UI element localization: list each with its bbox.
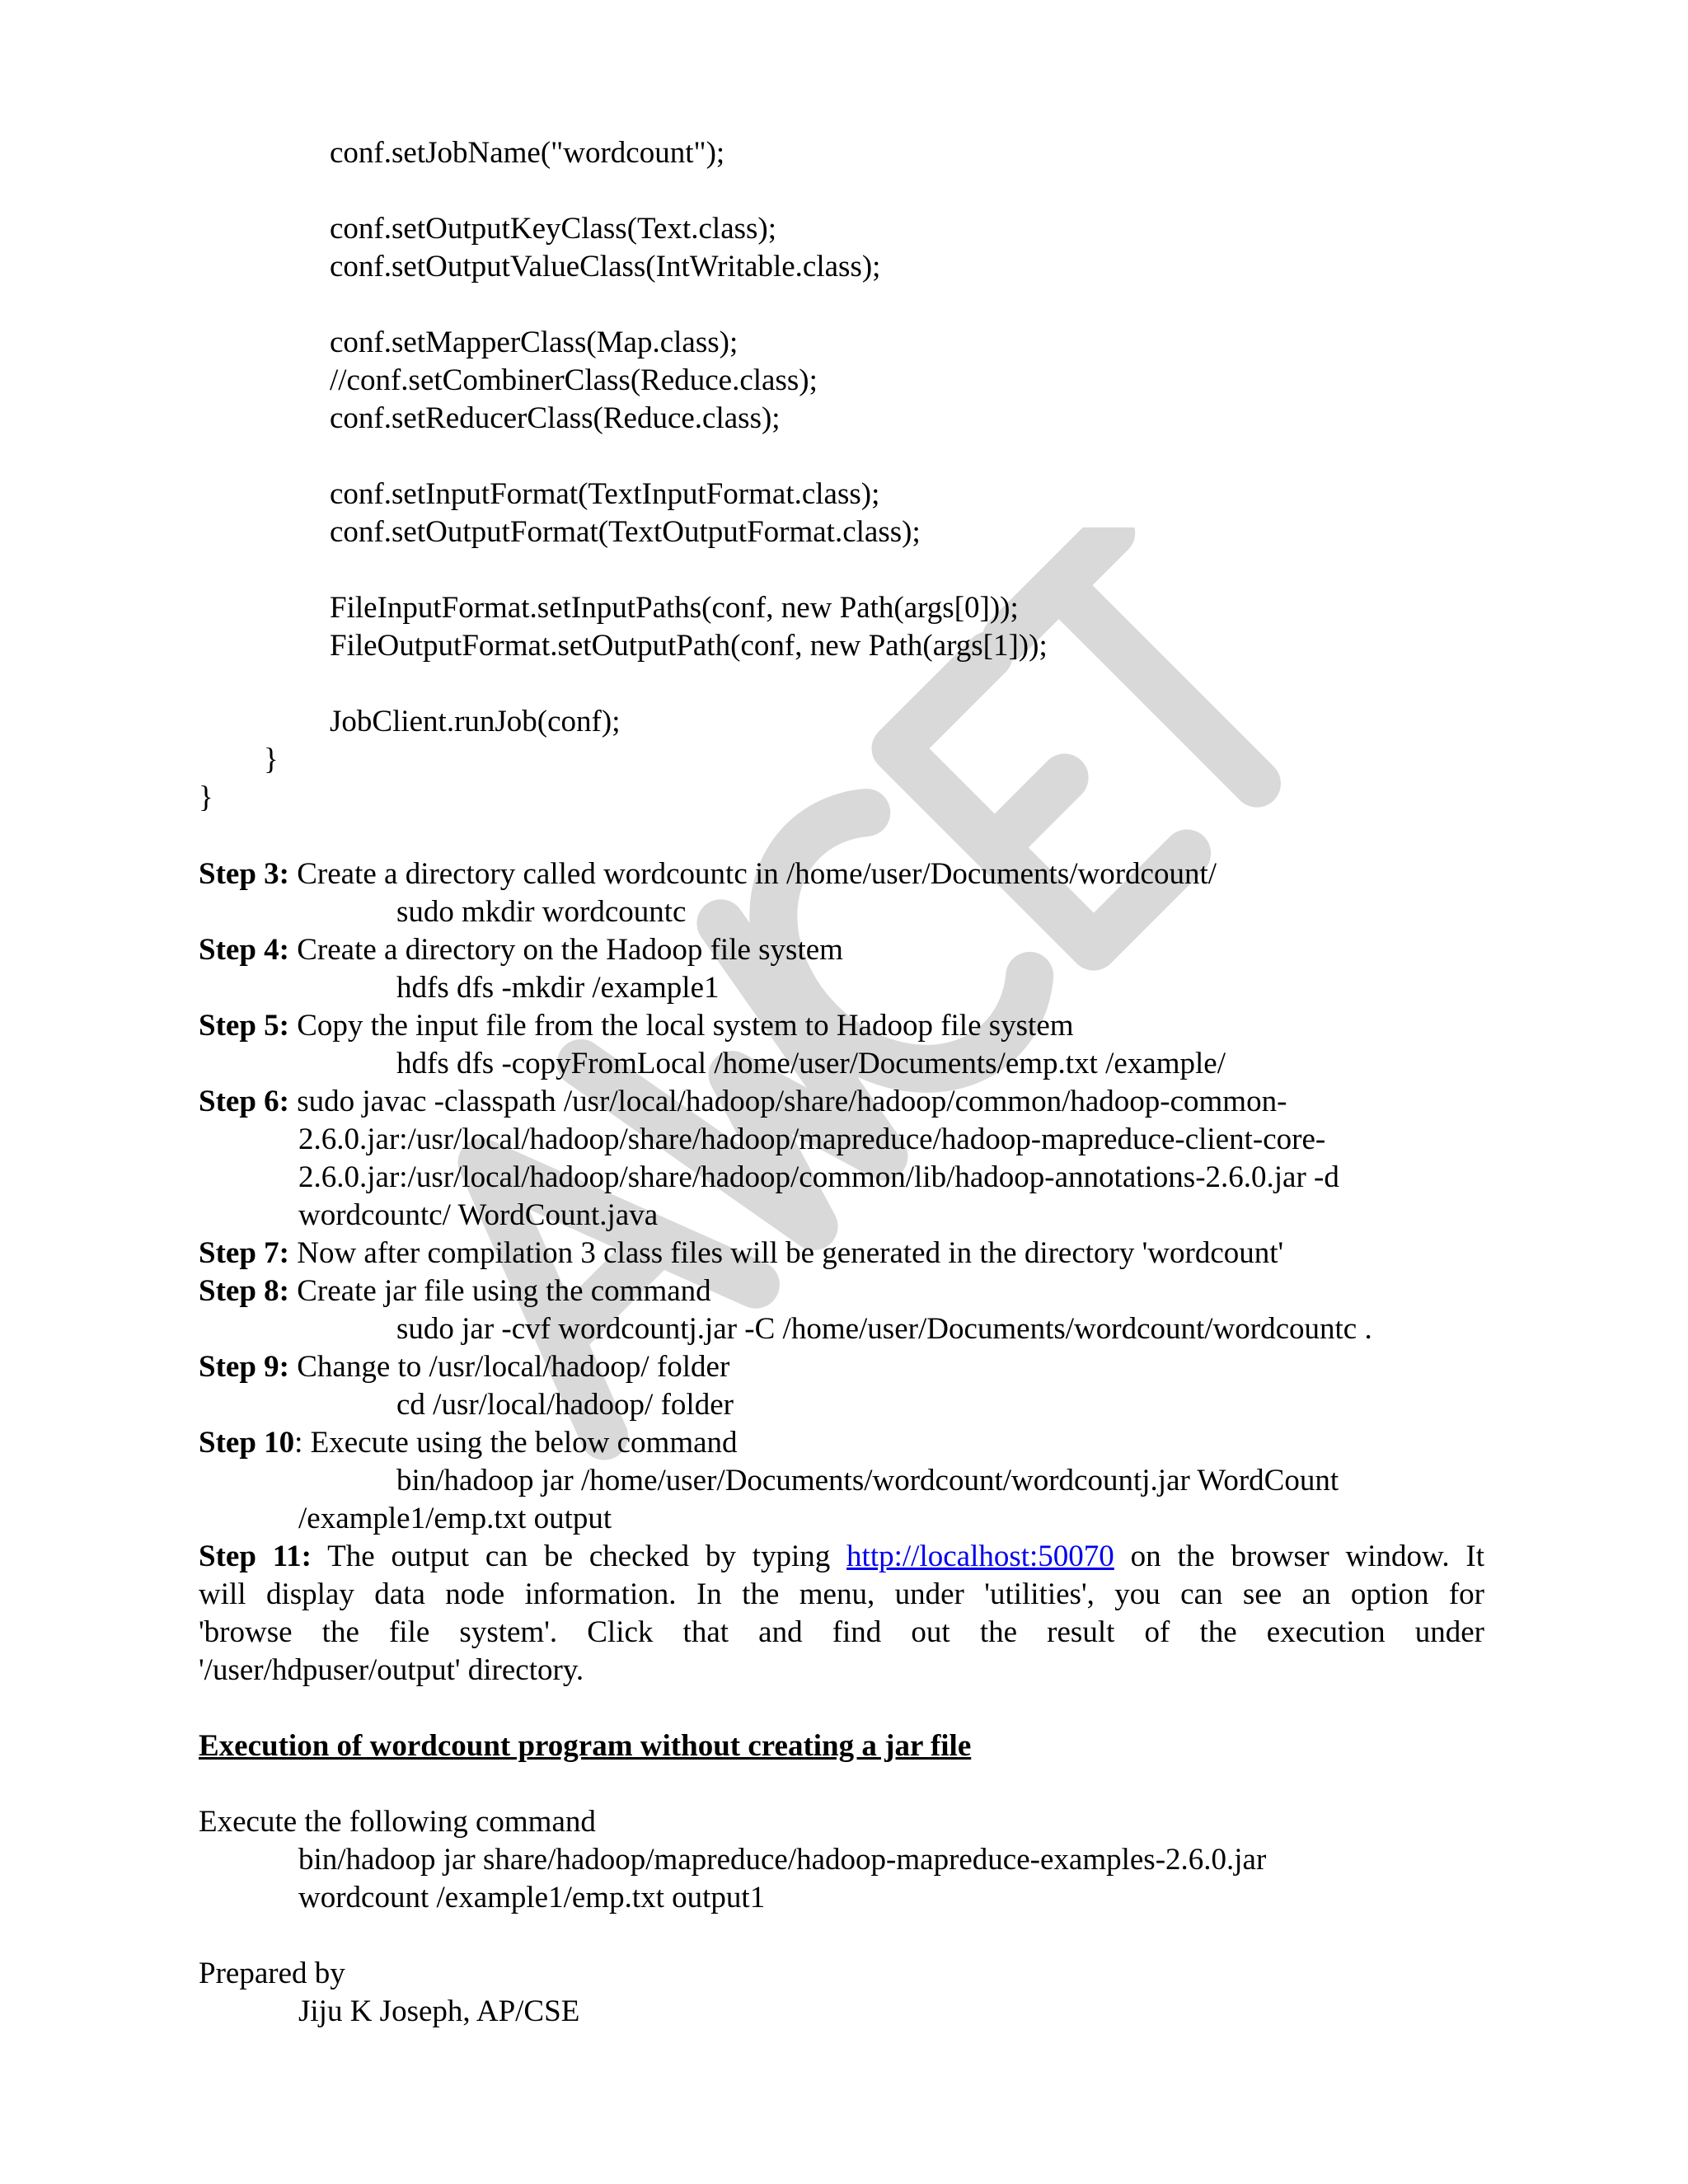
step-4 bbox=[199, 931, 843, 969]
step-command: hdfs dfs -mkdir /example1 bbox=[396, 971, 720, 1005]
step-label: Step 10 bbox=[199, 1426, 295, 1460]
section-heading: Execution of wordcount program without creating a jar file bbox=[199, 1729, 972, 1763]
code-line: conf.setOutputKeyClass(Text.class); bbox=[330, 212, 777, 246]
step-label: Step 5: bbox=[199, 1009, 289, 1043]
step-11 bbox=[199, 1538, 1484, 1576]
closing-brace: } bbox=[264, 743, 279, 776]
section-intro: Execute the following command bbox=[199, 1805, 596, 1839]
code-line: //conf.setCombinerClass(Reduce.class); bbox=[330, 363, 818, 397]
step-command: bin/hadoop jar /home/user/Documents/wordcount/wordcountj.jar WordCount bbox=[396, 1464, 1339, 1497]
step-label: Step 8: bbox=[199, 1274, 289, 1308]
step-continuation: 2.6.0.jar:/usr/local/hadoop/share/hadoop/common/lib/hadoop-annotations-2.6.0.jar -d bbox=[298, 1160, 1339, 1194]
code-line: FileInputFormat.setInputPaths(conf, new Path(args[0])); bbox=[330, 591, 1019, 625]
step-8 bbox=[199, 1272, 711, 1310]
step-label: Step 4: bbox=[199, 933, 289, 967]
step-6 bbox=[199, 1083, 1287, 1121]
code-line: conf.setReducerClass(Reduce.class); bbox=[330, 401, 781, 435]
code-line: conf.setMapperClass(Map.class); bbox=[330, 326, 738, 359]
step-command: cd /usr/local/hadoop/ folder bbox=[396, 1388, 734, 1422]
step-text: Copy the input file from the local system to Hadoop file system bbox=[288, 1009, 1074, 1043]
step-text: Change to /usr/local/hadoop/ folder bbox=[288, 1350, 730, 1384]
closing-brace: } bbox=[199, 780, 213, 814]
paragraph-line: '/user/hdpuser/output' directory. bbox=[199, 1653, 584, 1687]
step-10 bbox=[199, 1424, 738, 1462]
step-label: Step 6: bbox=[199, 1085, 289, 1118]
step-7 bbox=[199, 1235, 1283, 1272]
paragraph-line: 'browse the file system'. Click that and find out the result of the execution under bbox=[199, 1615, 1484, 1649]
step-text: Create a directory on the Hadoop file system bbox=[288, 933, 843, 967]
step-9 bbox=[199, 1348, 729, 1386]
step-label: Step 9: bbox=[199, 1350, 289, 1384]
step-command: sudo jar -cvf wordcountj.jar -C /home/user/Documents/wordcount/wordcountc . bbox=[396, 1312, 1372, 1346]
step-continuation: 2.6.0.jar:/usr/local/hadoop/share/hadoop/mapreduce/hadoop-mapreduce-client-core- bbox=[298, 1122, 1326, 1156]
step-label: Step 11: bbox=[199, 1540, 312, 1573]
step-command: hdfs dfs -copyFromLocal /home/user/Documents/emp.txt /example/ bbox=[396, 1047, 1226, 1080]
section-command: bin/hadoop jar share/hadoop/mapreduce/hadoop-mapreduce-examples-2.6.0.jar bbox=[298, 1843, 1267, 1877]
step-text: Now after compilation 3 class files will be generated in the directory 'wordcount' bbox=[288, 1236, 1284, 1270]
section-command: wordcount /example1/emp.txt output1 bbox=[298, 1881, 766, 1915]
step-text: sudo javac -classpath /usr/local/hadoop/share/hadoop/common/hadoop-common- bbox=[288, 1085, 1287, 1118]
step-command: sudo mkdir wordcountc bbox=[396, 895, 687, 929]
step-label: Step 3: bbox=[199, 857, 289, 891]
step-text: on the browser window. It bbox=[1114, 1540, 1484, 1573]
code-line: FileOutputFormat.setOutputPath(conf, new Path(args[1])); bbox=[330, 629, 1048, 663]
localhost-link[interactable]: http://localhost:50070 bbox=[846, 1540, 1114, 1573]
author-name: Jiju K Joseph, AP/CSE bbox=[298, 1994, 580, 2028]
step-label: Step 7: bbox=[199, 1236, 289, 1270]
step-text: The output can be checked by typing bbox=[312, 1540, 847, 1573]
step-continuation: wordcountc/ WordCount.java bbox=[298, 1198, 659, 1232]
code-line: JobClient.runJob(conf); bbox=[330, 705, 621, 738]
paragraph-line: will display data node information. In the menu, under 'utilities', you can see an option for bbox=[199, 1577, 1484, 1611]
step-continuation: /example1/emp.txt output bbox=[298, 1502, 612, 1535]
step-text: Create a directory called wordcountc in /home/user/Documents/wordcount/ bbox=[288, 857, 1217, 891]
step-text: Create jar file using the command bbox=[288, 1274, 711, 1308]
step-text: : Execute using the below command bbox=[294, 1426, 738, 1460]
code-line: conf.setOutputFormat(TextOutputFormat.class); bbox=[330, 515, 921, 549]
prepared-by-label: Prepared by bbox=[199, 1957, 345, 1990]
step-3 bbox=[199, 855, 1217, 893]
step-5 bbox=[199, 1007, 1074, 1045]
code-line: conf.setInputFormat(TextInputFormat.class); bbox=[330, 477, 880, 511]
code-line: conf.setJobName("wordcount"); bbox=[330, 136, 725, 170]
code-line: conf.setOutputValueClass(IntWritable.class); bbox=[330, 250, 881, 284]
